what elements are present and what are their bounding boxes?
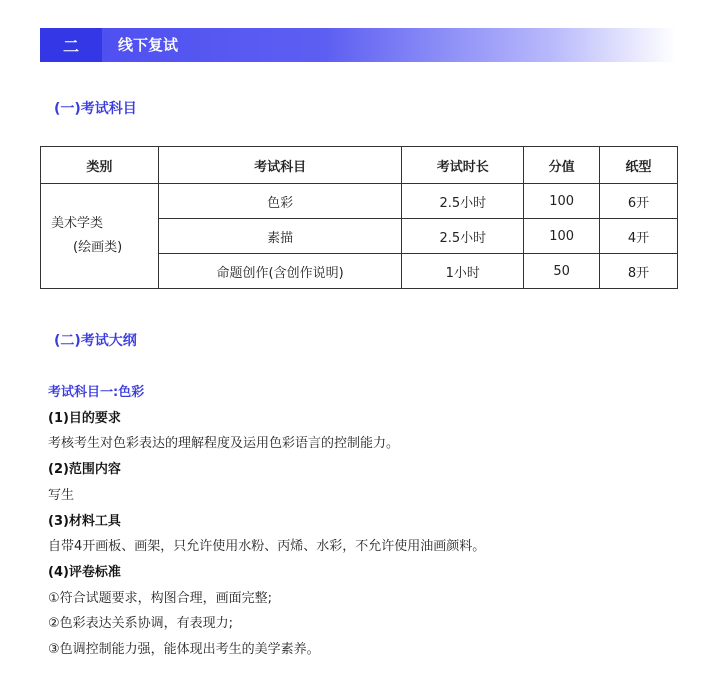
outline-text: ②色彩表达关系协调，有表现力;: [48, 616, 234, 632]
outline-heading: (2)范围内容: [48, 462, 121, 478]
outline-heading: (4)评卷标准: [48, 564, 121, 580]
column-header: 考试科目: [158, 147, 402, 184]
exam-subjects-table: [40, 146, 678, 289]
outline-text: ③色调控制能力强，能体现出考生的美学素养。: [48, 642, 320, 658]
column-header: 类别: [41, 147, 159, 184]
section-banner: [40, 28, 676, 62]
subsection-title-exam-outline: (二)考试大纲: [54, 333, 137, 349]
outline-subject-title: 考试科目一:色彩: [48, 385, 145, 400]
category-cell: [41, 184, 159, 289]
category-subtype: (绘画类): [73, 240, 123, 255]
outline-heading: (1)目的要求: [48, 410, 121, 426]
category-name: 美术学类: [51, 216, 104, 231]
outline-text: 自带4开画板、画架，只允许使用水粉、丙烯、水彩，不允许使用油画颜料。: [48, 539, 486, 555]
score-cell: 100: [524, 184, 600, 219]
score-cell: 100: [524, 219, 600, 254]
duration-cell: 1小时: [402, 254, 524, 289]
subsection-title-exam-subjects: (一)考试科目: [54, 101, 137, 117]
outline-text: 考核考生对色彩表达的理解程度及运用色彩语言的控制能力。: [48, 436, 400, 452]
outline-text: 写生: [48, 487, 75, 503]
paper-cell: 4开: [600, 219, 678, 254]
duration-cell: 2.5小时: [402, 219, 524, 254]
exam-outline: [48, 380, 688, 663]
outline-heading: (3)材料工具: [48, 513, 121, 529]
score-cell: 50: [524, 254, 600, 289]
column-header: 纸型: [600, 147, 678, 184]
subject-cell: 色彩: [158, 184, 402, 219]
outline-text: ①符合试题要求，构图合理，画面完整;: [48, 590, 273, 606]
paper-cell: 6开: [600, 184, 678, 219]
paper-cell: 8开: [600, 254, 678, 289]
subject-cell: 命题创作(含创作说明): [158, 254, 402, 289]
table-row: [41, 184, 678, 219]
table-header-row: [41, 147, 678, 184]
column-header: 分值: [524, 147, 600, 184]
subject-cell: 素描: [158, 219, 402, 254]
column-header: 考试时长: [402, 147, 524, 184]
section-title: 线下复试: [118, 36, 179, 54]
section-number: 二: [40, 28, 102, 62]
duration-cell: 2.5小时: [402, 184, 524, 219]
